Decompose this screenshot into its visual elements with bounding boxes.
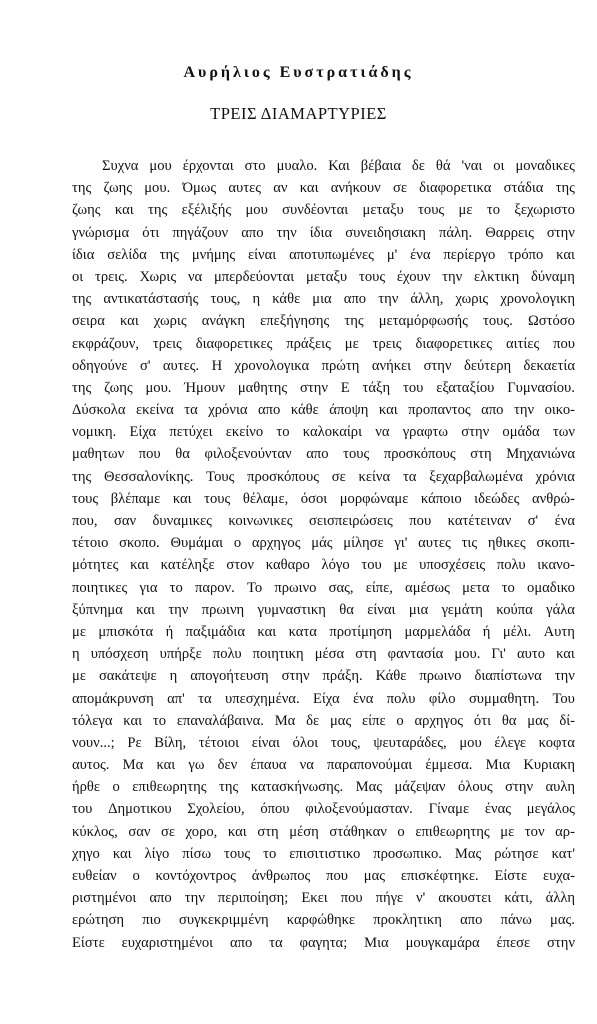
text-line: ήρθε ο επιθεωρητης της κατασκήνωσης. Μας μάζεψαν όλους στην αυλη <box>72 779 575 796</box>
text-line: αυτος. Μα και γω δεν έπαυα να παραπονούμαι έμμεσα. Μια Κυριακη <box>72 757 575 774</box>
text-line: νομικη. Είχα πετύχει εκείνο το καλοκαίρι να γραφτω στην ομάδα των <box>72 424 575 441</box>
text-line: της ζωης μου. Ήμουν μαθητης στην Ε τάξη του εξαταξίου Γυμνασίου. <box>72 379 575 396</box>
text-line: μαθητων που θα φιλοξενούνταν απο τους προσκόπους στη Μηχανιώνα <box>72 446 575 463</box>
text-line: εκφράζουν, τρεις διαφορετικες πράξεις με τρεις διαφορετικες αιτίες που <box>72 335 575 352</box>
text-line: οδηγούνε σ' αυτες. Η χρονολογικα πρώτη ανήκει στην δεύτερη δεκαετία <box>72 357 575 374</box>
text-line: ζωης και της εξέλιξής μου συνδέονται μεταξυ τους με το ξεχωριστο <box>72 202 575 219</box>
text-line: της ζωης μου. Όμως αυτες αν και ανήκουν σε διαφορετικα στάδια της <box>72 180 575 197</box>
author-name: Αυρήλιος Ευστρατιάδης <box>183 64 414 81</box>
text-line: μότητες και κατέληξε στον καθαρο λόγο του με υποσχέσεις πολυ ικανο- <box>72 557 575 574</box>
text-line: ριστημένοι απο την περιποίηση; Εκει που πήγε ν' ακουστει κάτι, άλλη <box>72 890 575 907</box>
text-line: Συχνα μου έρχονται στο μυαλο. Και βέβαια δε θά 'ναι οι μοναδικες <box>102 158 575 174</box>
text-line: γνώρισμα ότι πηγάζουν απο την ίδια συνειδησιακη πάλη. Θαρρεις στην <box>72 224 575 241</box>
text-line: τόλεγα και το επαναλάβαινα. Μα δε μας είπε ο αρχηγος ότι θα μας δί- <box>72 712 575 729</box>
text-line: ίδια σελίδα της μνήμης είναι αποτυπωμένες μ' ένα περίεργο τρόπο και <box>72 246 575 263</box>
body-text <box>72 155 575 954</box>
text-line: κύκλος, σαν σε χορο, και στη μέση στάθηκαν ο επιθεωρητης με τον αρ- <box>72 823 575 840</box>
text-line: απομάκρυνση απ' τα υπεσχημένα. Είχα ένα πολυ φίλο συμμαθητη. Του <box>72 690 575 707</box>
text-line: τους βλέπαμε και τους θέλαμε, όσοι μορφώναμε κάποιο ιδεώδες ανθρώ- <box>72 490 575 507</box>
text-line: νουν...; Ρε Βίλη, τέτοιοι είναι όλοι τους, ψευταράδες, μου έλεγε κοφτα <box>72 734 575 751</box>
text-line: με σακάτεψε η απογοήτευση στην πράξη. Κάθε πρωινο διαπίστωνα την <box>72 668 575 685</box>
text-line: της αντικατάστασής τους, η κάθε μια απο την άλλη, χωρις χρονολογικη <box>72 291 575 308</box>
text-line: Δύσκολα εκείνα τα χρόνια απο κάθε άποψη και προπαντος απο την οικο- <box>72 402 575 419</box>
text-line: Είστε ευχαριστημένοι απο τα φαγητα; Μια μουγκαμάρα έπεσε στην <box>72 934 575 951</box>
text-line: ευθείαν ο κοντόχοντρος άνθρωπος που μας επισκέφτηκε. Είστε ευχα- <box>72 868 575 884</box>
text-line: ξύπνημα και την πρωινη γυμναστικη θα είναι μια γεμάτη κούπα γάλα <box>72 601 575 618</box>
text-line: η υπόσχεση υπήρξε πολυ ποιητικη μέσα στη φαντασία μου. Γι' αυτο και <box>72 646 575 663</box>
text-line: ποιητικες για το παρον. Το πρωινο σας, είπε, αμέσως μετα το ομαδικο <box>72 579 575 596</box>
text-line: που, σαν δυναμικες κοινωνικες σεισπειρώσεις που κατέτειναν σ' ένα <box>72 513 575 529</box>
text-line: σειρα και χωρις ανάγκη επεξήγησης της μεταμόρφωσής τους. Ωστόσο <box>72 313 575 330</box>
text-line: του Δημοτικου Σχολείου, όπου φιλοξενούμασταν. Γίναμε ένας μεγάλος <box>72 801 575 818</box>
text-line: της Θεσσαλονίκης. Τους προσκόπους σε κείνα τα ξεχαρβαλωμένα χρόνια <box>72 468 575 485</box>
text-line: οι τρεις. Χωρις να μπερδεύονται μεταξυ τους έχουν την ελκτικη δύναμη <box>72 268 575 285</box>
text-line: με μπισκότα ή παξιμάδια και κατα προτίμηση μαρμελάδα ή μέλι. Αυτη <box>72 623 575 640</box>
story-title: ΤΡΕΙΣ ΔΙΑΜΑΡΤΥΡΙΕΣ <box>210 104 387 123</box>
text-line: τέτοιο σκοπο. Θυμάμαι ο αρχηγος μάς μίλησε γι' αυτες τις ηθικες σκοπι- <box>72 535 575 552</box>
text-line: ερώτηση πιο συγκεκριμμένη καρφώθηκε προκλητικη απο πάνω μας. <box>72 912 575 929</box>
text-line: χηγο και λίγο πίσω τους το επισιτιστικο προσωπικο. Μας ρώτησε κατ' <box>72 845 575 862</box>
